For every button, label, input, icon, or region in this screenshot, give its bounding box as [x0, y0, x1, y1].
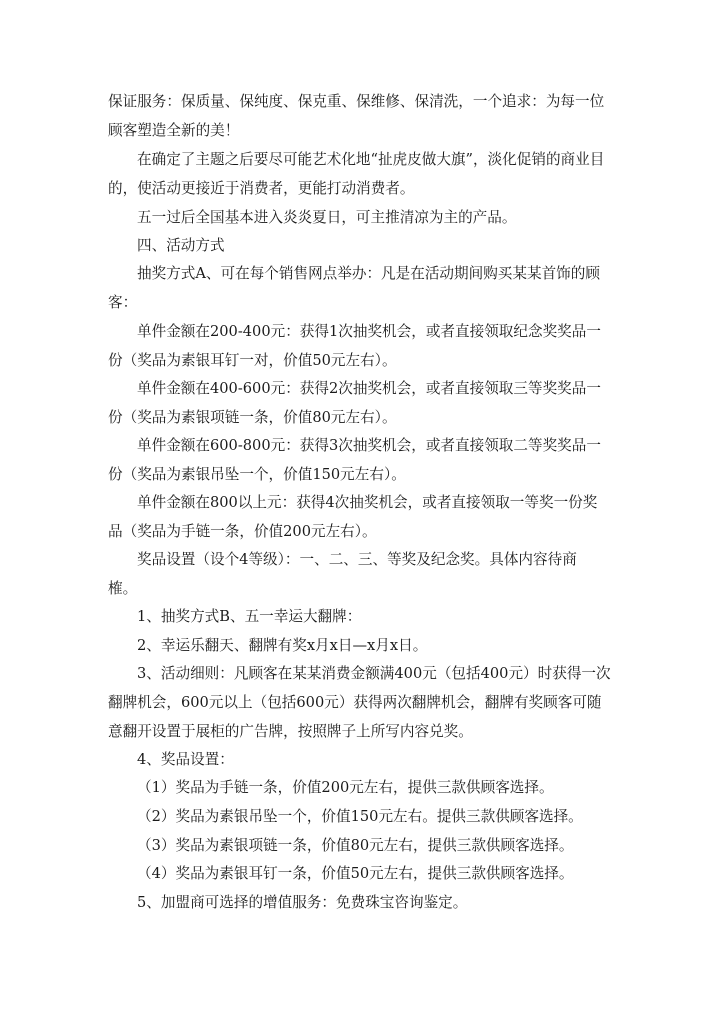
text-line: 份（奖品为素银项链一条，价值80元左右）。 [108, 409, 397, 426]
text-line: 意翻开设置于展柜的广告牌，按照牌子上所写内容兑奖。 [108, 723, 473, 740]
text-line: 的，使活动更接近于消费者，更能打动消费者。 [108, 180, 415, 197]
text-line: 品（奖品为手链一条，价值200元左右）。 [108, 523, 377, 540]
text-line: 单件金额在400-600元：获得2次抽奖机会，或者直接领取三等奖奖品一 [137, 380, 601, 397]
text-line: 保证服务：保质量、保纯度、保克重、保维修、保清洗，一个追求：为每一位 [108, 93, 605, 110]
text-line: 2、幸运乐翻天、翻牌有奖x月x日—x月x日。 [137, 637, 428, 654]
prize-item-3 [108, 831, 628, 860]
text-line: 顾客塑造全新的美！ [108, 122, 240, 139]
paragraph-summer [108, 203, 628, 232]
text-line: （4）奖品为素银耳钉一条，价值50元左右，提供三款供顾客选择。 [137, 865, 574, 882]
section-heading [108, 231, 628, 260]
text-line: 3、活动细则：凡顾客在某某消费金额满400元（包括400元）时获得一次 [137, 665, 611, 682]
text-line: 单件金额在800以上元：获得4次抽奖机会，或者直接领取一等奖一份奖 [137, 494, 598, 511]
list-item-5 [108, 888, 628, 917]
list-item-2 [108, 631, 628, 660]
prize-item-2 [108, 802, 628, 831]
paragraph-theme [108, 145, 628, 203]
prize-item-1 [108, 773, 628, 802]
text-line: 奖品设置（设个4等级）：一、二、三、等奖及纪念奖。具体内容待商 [137, 551, 577, 568]
paragraph-lottery-a [108, 259, 628, 317]
text-line: 5、加盟商可选择的增值服务：免费珠宝咨询鉴定。 [137, 894, 468, 911]
paragraph-tier-600-800 [108, 431, 628, 489]
text-line: 4、奖品设置： [137, 751, 234, 768]
paragraph-tier-200-400 [108, 317, 628, 375]
text-line: 1、抽奖方式B、五一幸运大翻牌： [137, 608, 362, 625]
list-item-1 [108, 602, 628, 631]
text-line: 榷。 [108, 580, 138, 597]
text-line: 单件金额在200-400元：获得1次抽奖机会，或者直接领取纪念奖奖品一 [137, 323, 601, 340]
text-line: 五一过后全国基本进入炎炎夏日，可主推清凉为主的产品。 [137, 209, 517, 226]
text-line: （3）奖品为素银项链一条，价值80元左右，提供三款供顾客选择。 [137, 837, 574, 854]
text-line: 抽奖方式A、可在每个销售网点举办：凡是在活动期间购买某某首饰的顾 [137, 265, 600, 282]
list-item-4 [108, 745, 628, 774]
list-item-3 [108, 659, 628, 746]
text-line: 翻牌机会，600元以上（包括600元）获得两次翻牌机会，翻牌有奖顾客可随 [108, 694, 602, 711]
text-line: 单件金额在600-800元：获得3次抽奖机会，或者直接领取二等奖奖品一 [137, 437, 601, 454]
paragraph-prize-setup [108, 545, 628, 603]
paragraph-tier-400-600 [108, 374, 628, 432]
text-line: 份（奖品为素银吊坠一个，价值150元左右）。 [108, 466, 406, 483]
text-line: 四、活动方式 [137, 237, 225, 254]
text-line: 在确定了主题之后要尽可能艺术化地“扯虎皮做大旗”，淡化促销的商业目 [137, 151, 605, 168]
text-line: 客： [108, 294, 138, 311]
text-line: （1）奖品为手链一条，价值200元左右，提供三款供顾客选择。 [137, 779, 554, 796]
paragraph-tier-800 [108, 488, 628, 546]
text-line: （2）奖品为素银吊坠一个，价值150元左右。提供三款供顾客选择。 [137, 808, 583, 825]
text-line: 份（奖品为素银耳钉一对，价值50元左右）。 [108, 352, 397, 369]
paragraph-service-guarantee [108, 87, 628, 145]
prize-item-4 [108, 859, 628, 888]
